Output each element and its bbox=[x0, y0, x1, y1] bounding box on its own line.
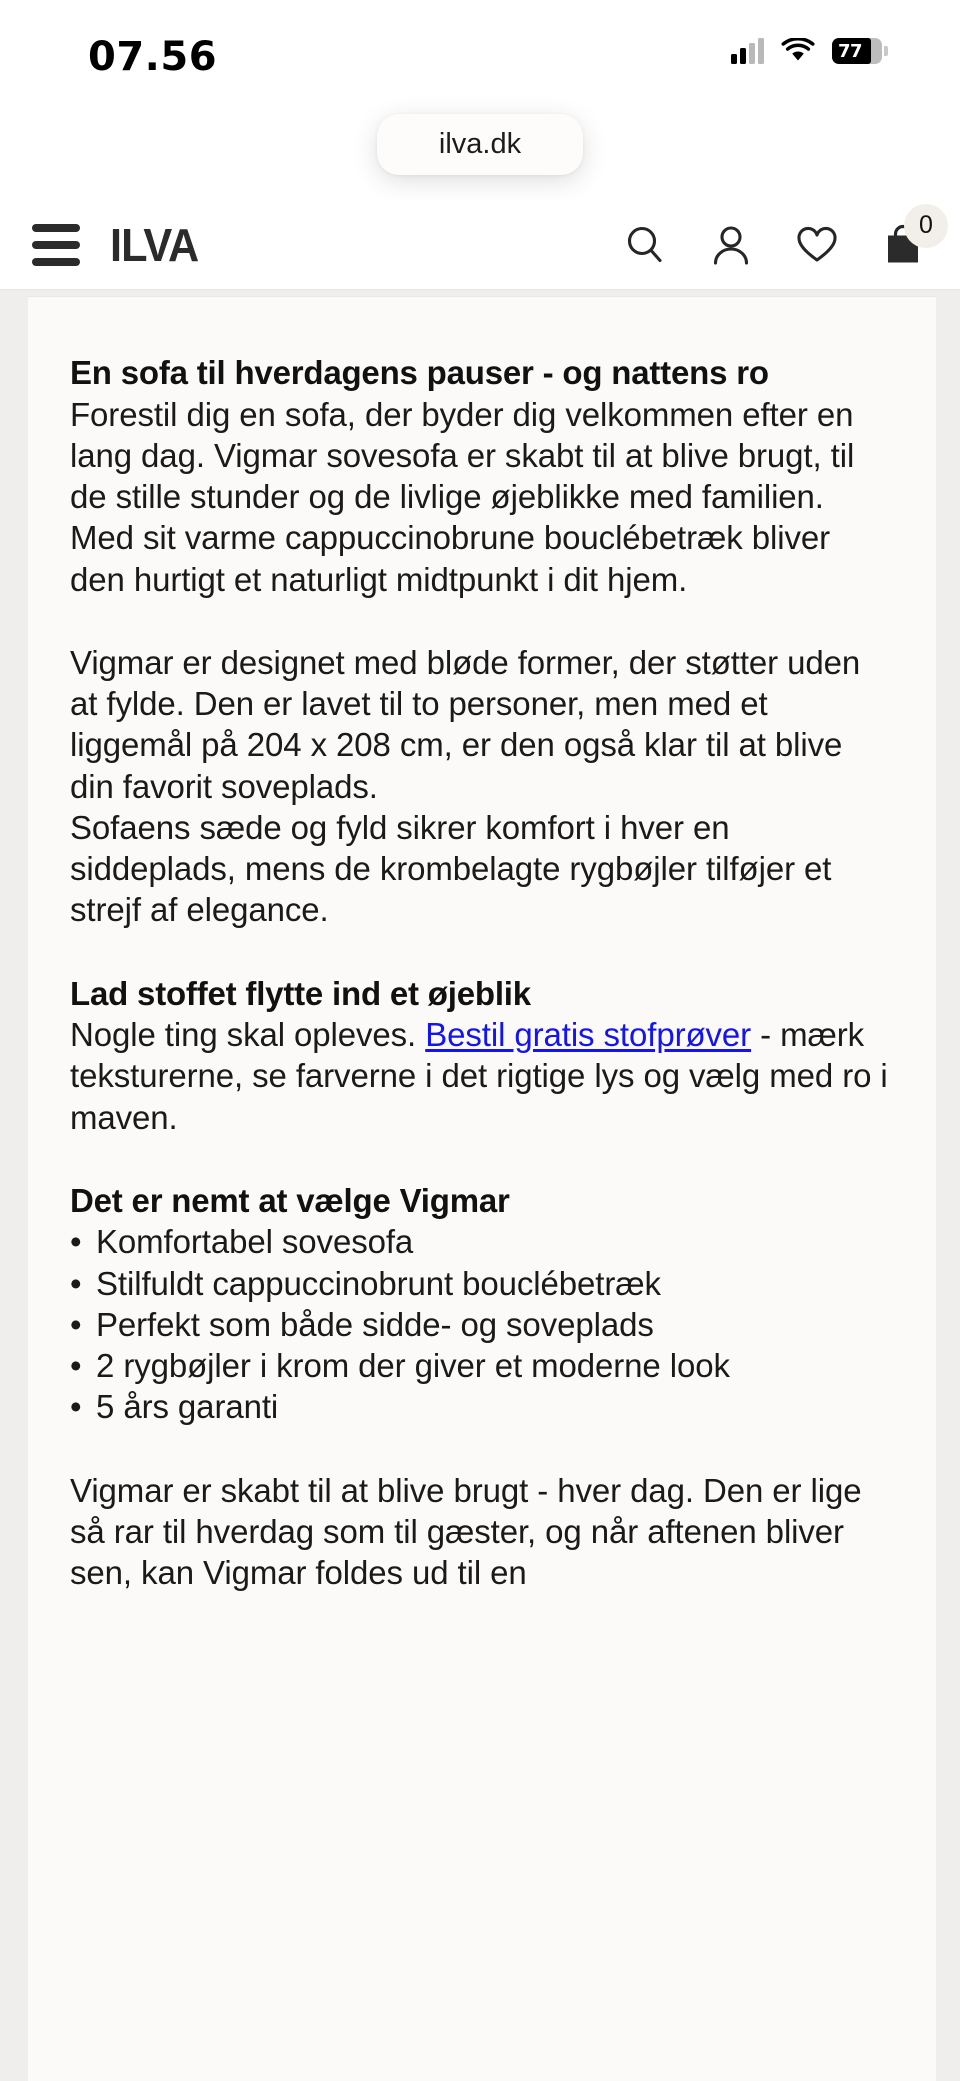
list-item: • 5 års garanti bbox=[70, 1386, 890, 1427]
hamburger-menu-icon[interactable] bbox=[32, 224, 80, 266]
section-heading-3: Lad stoffet flytte ind et øjeblik bbox=[70, 974, 531, 1012]
list-item: • Komfortabel sovesofa bbox=[70, 1221, 890, 1262]
text-before-link: Nogle ting skal opleves. bbox=[70, 1016, 426, 1054]
user-account-icon[interactable] bbox=[708, 222, 754, 268]
url-text: ilva.dk bbox=[438, 128, 522, 160]
cellular-signal-icon bbox=[731, 38, 764, 64]
section-body-2b: Sofaens sæde og fyld sikrer komfort i hver en siddeplads, mens de krombelagte rygbøjler tilføjer et strejf af elegance. bbox=[70, 808, 832, 929]
section-body-3 bbox=[70, 1014, 890, 1138]
feature-list bbox=[70, 1221, 890, 1427]
browser-url-bar-zone bbox=[0, 112, 960, 200]
list-item: • 2 rygbøjler i krom der giver et moderne look bbox=[70, 1345, 890, 1386]
section-heading-4: Det er nemt at vælge Vigmar bbox=[70, 1181, 510, 1219]
list-item: • Perfekt som både sidde- og soveplads bbox=[70, 1304, 890, 1345]
wifi-icon bbox=[781, 38, 815, 64]
status-bar bbox=[0, 0, 960, 112]
text-after-link: - mærk teksturerne, se farverne i det rigtige lys og vælg med ro i maven. bbox=[70, 1016, 888, 1136]
status-bar-time: 07.56 bbox=[88, 34, 218, 80]
heart-icon[interactable] bbox=[794, 222, 840, 268]
status-bar-indicators bbox=[731, 38, 882, 64]
url-pill[interactable] bbox=[377, 114, 583, 175]
product-description-card bbox=[28, 296, 936, 2081]
stofprover-link[interactable]: Bestil gratis stofprøver bbox=[425, 1016, 752, 1054]
spacer bbox=[70, 600, 890, 642]
battery-percent-label: 77 bbox=[838, 40, 863, 62]
spacer bbox=[70, 931, 890, 973]
section-body-5: Vigmar er skabt til at blive brugt - hver dag. Den er lige så rar til hverdag som til gæster, og når aftenen bliver sen, kan Vigmar foldes ud til en bbox=[70, 1471, 862, 1592]
search-icon[interactable] bbox=[622, 222, 668, 268]
list-item: • Stilfuldt cappuccinobrunt bouclébetræk bbox=[70, 1263, 890, 1304]
cart-count-badge: 0 bbox=[904, 204, 948, 248]
site-header bbox=[0, 200, 960, 290]
section-body-2a: Vigmar er designet med bløde former, der støtter uden at fylde. Den er lavet til to personer, men med et liggemål på 204 x 208 cm, er den også klar til at blive din favorit soveplads. bbox=[70, 643, 861, 805]
header-actions bbox=[622, 211, 933, 268]
spacer bbox=[70, 1138, 890, 1180]
shopping-bag-icon[interactable] bbox=[880, 211, 933, 268]
page-body bbox=[0, 290, 960, 2081]
spacer bbox=[70, 1428, 890, 1470]
section-body-1: Forestil dig en sofa, der byder dig velkommen efter en lang dag. Vigmar sovesofa er skabt til at blive brugt, til de stille stunder og de livlige øjeblikke med familien. Med sit varme cappuccinobrune bouclébetræk bliver den hurtigt et naturligt midtpunkt i dit hjem. bbox=[70, 395, 855, 598]
section-heading-1: En sofa til hverdagens pauser - og nattens ro bbox=[70, 354, 769, 391]
ilva-logo[interactable]: ILVA bbox=[110, 218, 199, 271]
battery-icon bbox=[832, 38, 882, 64]
